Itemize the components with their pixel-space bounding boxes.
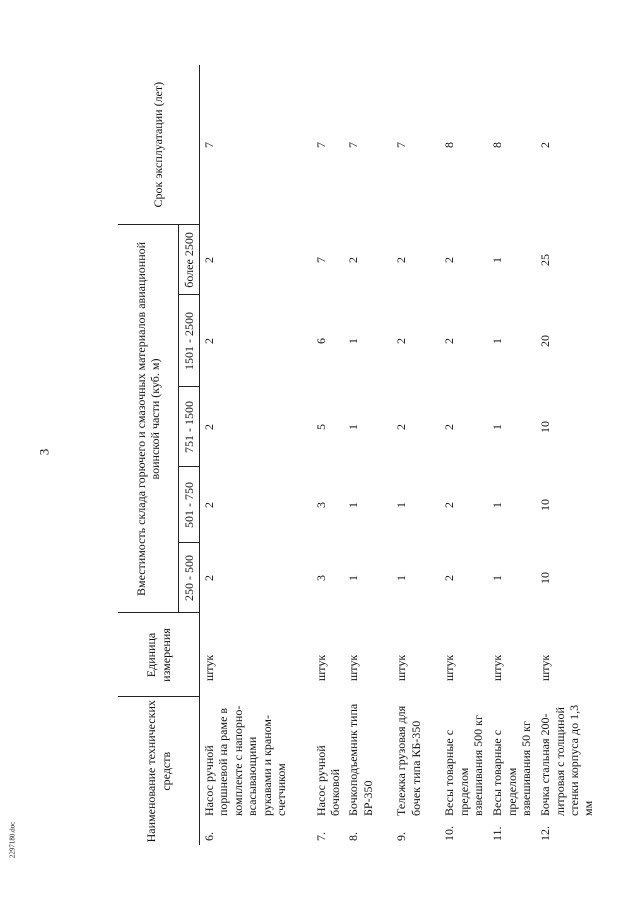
row-unit: штук (202, 654, 216, 681)
row-value: 1 (346, 575, 361, 581)
table-row (200, 65, 312, 845)
row-name: Насос ручной бочковой (313, 745, 342, 816)
row-value: 6 (313, 338, 328, 344)
header-unit: Единица измерения (118, 613, 200, 697)
header-name: Наименование технических средств (118, 697, 200, 845)
row-value: 5 (313, 424, 328, 430)
row-name: Весы товарные с пределом взвешивания 500 кг (442, 715, 486, 816)
row-value: 2 (202, 338, 216, 344)
row-index: 11. (490, 826, 505, 841)
row-value: 1 (490, 575, 505, 581)
row-value: 2 (442, 502, 457, 508)
document-id: 2297180.doc (8, 821, 17, 859)
row-unit: штук (442, 654, 457, 681)
page-number: 3 (36, 448, 52, 456)
row-value: 1 (490, 256, 505, 263)
row-index: 12. (538, 826, 553, 841)
table-row (536, 65, 598, 845)
row-value: 25 (538, 253, 553, 266)
row-unit: штук (538, 654, 553, 681)
row-value: 2 (442, 256, 457, 263)
row-life: 2 (538, 141, 553, 148)
header-capacity-col: 250 - 500 (179, 543, 200, 613)
row-value: 1 (394, 502, 409, 508)
header-row (118, 65, 179, 845)
row-value: 20 (538, 335, 553, 347)
row-value: 1 (490, 338, 505, 344)
table-row (392, 65, 440, 845)
row-life: 7 (313, 141, 328, 148)
row-name: Бочкоподъемник типа БР-350 (346, 703, 375, 816)
equipment-table-rotated (118, 65, 596, 845)
header-capacity-col: более 2500 (179, 225, 200, 295)
row-value: 2 (394, 338, 409, 344)
row-value: 2 (394, 424, 409, 430)
row-index: 8. (346, 832, 361, 841)
row-value: 1 (490, 424, 505, 430)
table-row (440, 65, 488, 845)
row-index: 6. (202, 832, 216, 841)
row-value: 1 (490, 502, 505, 508)
table-row (312, 65, 345, 845)
row-value: 2 (202, 502, 216, 508)
row-value: 10 (538, 572, 553, 584)
row-value: 2 (346, 256, 361, 263)
row-life: 7 (346, 141, 361, 148)
row-index: 7. (313, 832, 328, 841)
row-value: 10 (538, 499, 553, 511)
row-index: 9. (394, 832, 409, 841)
row-value: 2 (394, 256, 409, 263)
header-service-life: Срок эксплуатации (лет) (118, 65, 200, 225)
row-value: 7 (313, 256, 328, 263)
row-value: 10 (538, 421, 553, 433)
row-name: Бочка стальная 200-литровая с толщиной стенки корпуса до 1,3 мм (538, 704, 596, 816)
row-value: 1 (346, 424, 361, 430)
row-name: Тележка грузовая для бочек типа КБ-350 (394, 705, 423, 816)
header-capacity-col: 1501 - 2500 (179, 295, 200, 387)
row-value: 3 (313, 575, 328, 581)
header-capacity-col: 751 - 1500 (179, 387, 200, 467)
header-capacity-col: 501 - 750 (179, 467, 200, 543)
row-value: 2 (442, 338, 457, 344)
row-value: 2 (202, 256, 216, 263)
equipment-table (118, 65, 598, 845)
row-value: 2 (202, 424, 216, 430)
row-index: 10. (442, 826, 457, 841)
row-value: 1 (346, 502, 361, 508)
row-life: 7 (202, 141, 216, 148)
row-unit: штук (490, 654, 505, 681)
row-life: 7 (394, 141, 409, 148)
table-row (488, 65, 536, 845)
row-value: 2 (202, 575, 216, 581)
row-value: 3 (313, 502, 328, 508)
row-life: 8 (442, 141, 457, 148)
header-capacity: Вместимость склада горючего и смазочных материалов авиационной воинской части (куб. м) (118, 225, 179, 613)
row-unit: штук (346, 654, 361, 681)
row-value: 1 (346, 338, 361, 344)
row-name: Насос ручной поршневой на раме в комплекте с напорно-всасывающими рукавами и краном-счетчиком (202, 705, 288, 816)
row-name: Весы товарные с пределом взвешивания 50 кг (490, 721, 534, 816)
row-value: 2 (442, 575, 457, 581)
row-life: 8 (490, 141, 505, 148)
row-value: 2 (442, 424, 457, 430)
row-unit: штук (313, 654, 328, 681)
row-value: 1 (394, 575, 409, 581)
table-row (344, 65, 392, 845)
row-unit: штук (394, 654, 409, 681)
